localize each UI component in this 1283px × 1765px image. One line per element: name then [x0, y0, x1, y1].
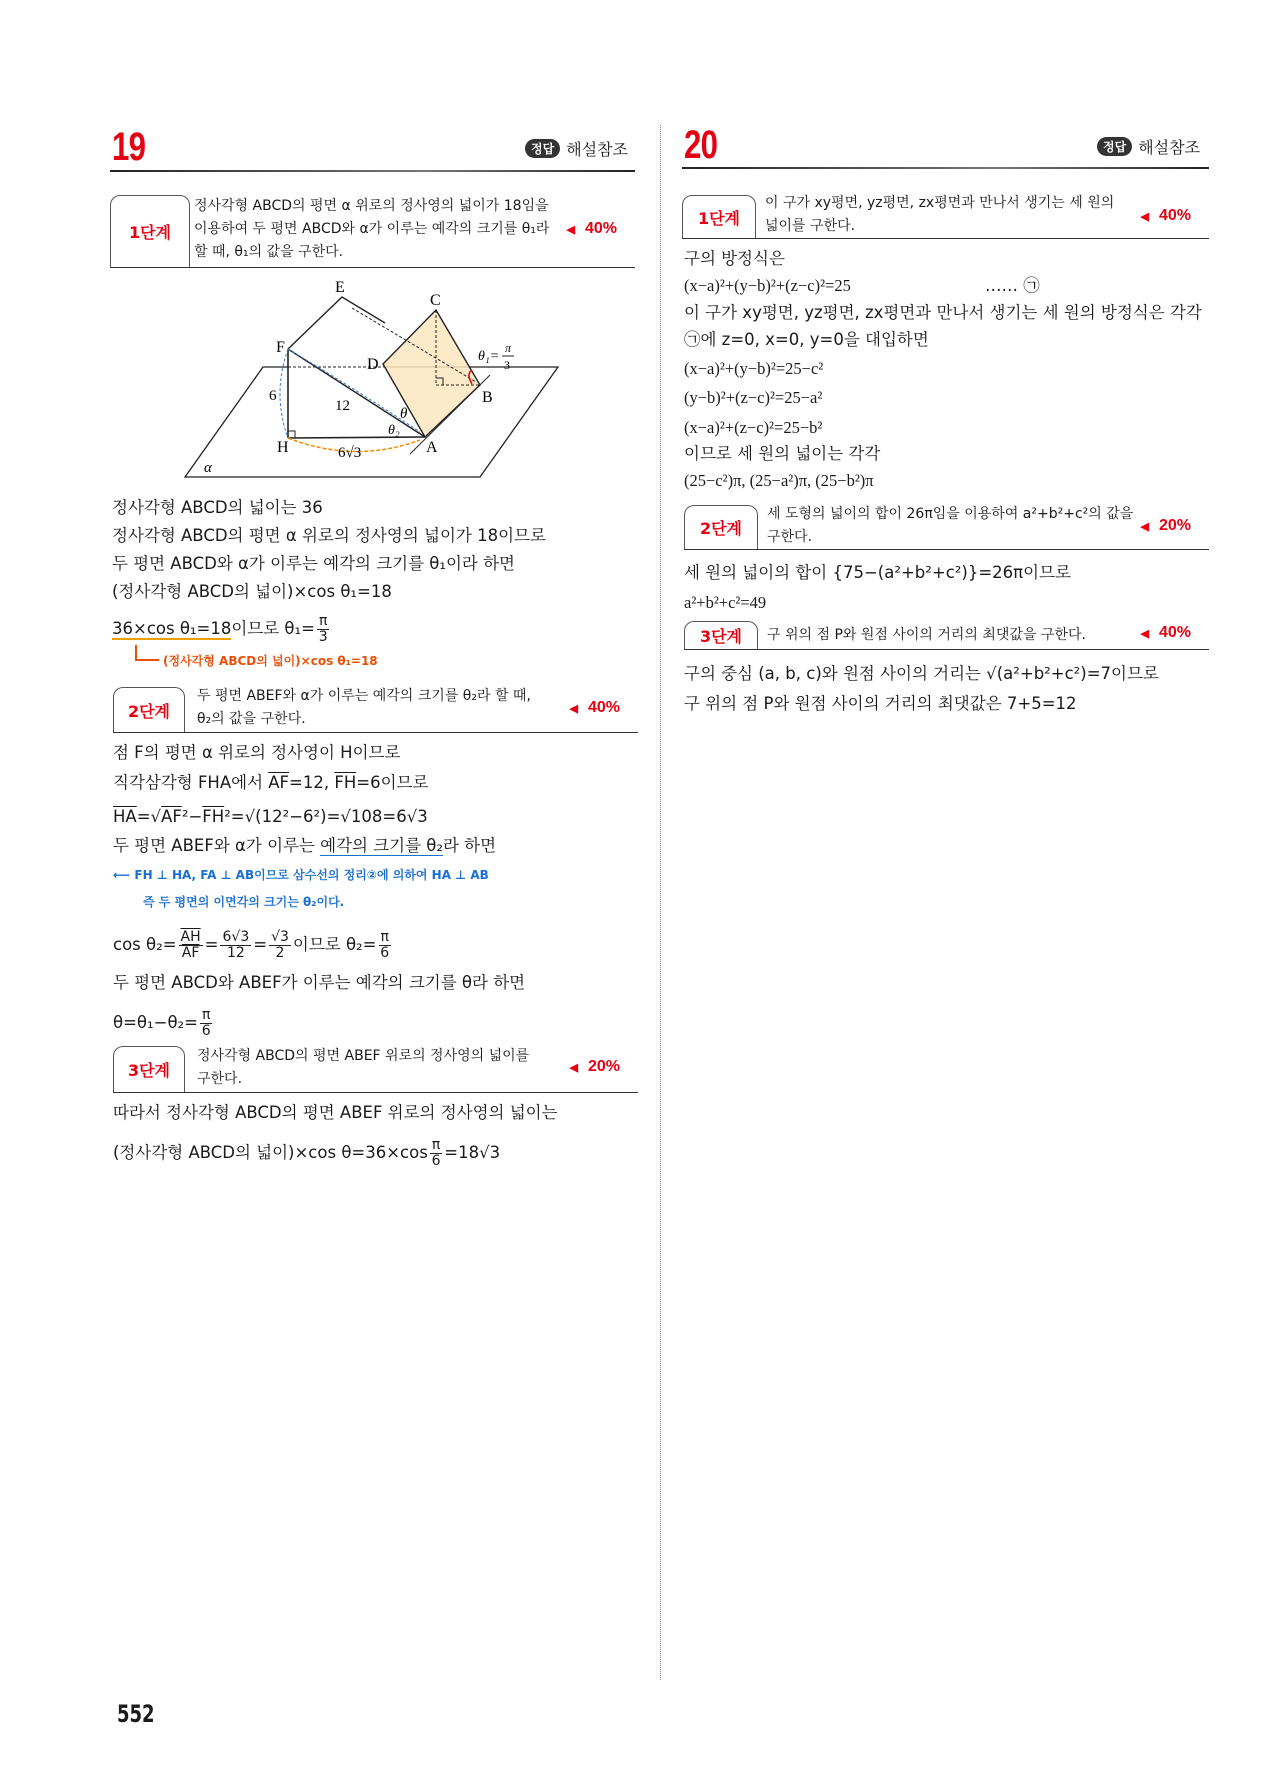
solution-line: (정사각형 ABCD의 넓이)×cos θ=36×cos $\frac{\pi}{6}$ =18√3 — [113, 1137, 501, 1169]
step-percent: ◀ 40% — [1140, 207, 1191, 224]
step-percent: ◀ 40% — [566, 220, 617, 237]
step-1-box — [110, 195, 635, 268]
label-6root3: 6√3 — [338, 445, 362, 461]
step-1-box — [682, 195, 1209, 239]
solution-line: 이 구가 xy평면, yz평면, zx평면과 만나서 생기는 세 원의 방정식은 각각 — [684, 303, 1202, 322]
solution-line: 두 평면 ABCD와 ABEF가 이루는 예각의 크기를 θ라 하면 — [113, 973, 526, 992]
step-desc: 세 도형의 넓이의 합이 26π임을 이용하여 a²+b²+c²의 값을 구한다. — [767, 506, 1134, 545]
triangle-marker-icon: ◀ — [566, 224, 575, 236]
step-percent: ◀ 40% — [569, 699, 620, 716]
step-3-box — [684, 621, 1209, 650]
solution-line: ㉠에 z=0, x=0, y=0을 대입하면 — [684, 330, 929, 349]
geometry-figure — [180, 272, 580, 487]
column-divider — [660, 125, 661, 1680]
label-h: H — [277, 439, 289, 456]
arrow-left-icon: ⟵ — [113, 868, 135, 882]
solution-line: 직각삼각형 FHA에서 $\overline{AF}=12$, $\overline{FH}=6$이므로 — [113, 773, 429, 792]
step-2-box — [113, 687, 638, 733]
equation-marker: …… ㉠ — [985, 276, 1040, 295]
solution-line: 정사각형 ABCD의 넓이는 36 — [112, 498, 323, 517]
solution-line: $\overline{HA}=√AF^2-\overline{FH}^2=√(12^2-6^2)=√108=6√3$ — [113, 807, 428, 826]
solution-line: 따라서 정사각형 ABCD의 평면 ABEF 위로의 정사영의 넓이는 — [113, 1103, 558, 1122]
step-desc: 정사각형 ABCD의 평면 ABEF 위로의 정사영의 넓이를 구한다. — [197, 1048, 530, 1087]
step-label: 2단계 — [113, 687, 185, 732]
step-label: 2단계 — [684, 505, 758, 549]
step-percent: ◀ 40% — [1140, 624, 1191, 641]
label-f: F — [276, 339, 285, 356]
solution-line: 36×cos θ₁=18이므로 θ₁= $\frac{\pi}{3}$ — [112, 613, 328, 645]
label-12: 12 — [335, 398, 350, 414]
header-rule — [110, 170, 635, 172]
label-a: A — [426, 439, 438, 456]
answer-ref-text: 해설참조 — [566, 140, 629, 159]
step-percent: ◀ 20% — [1140, 517, 1191, 534]
label-e: E — [335, 279, 345, 296]
label-6: 6 — [269, 388, 277, 404]
answer-reference: 정답 해설참조 — [1097, 135, 1200, 158]
solution-line: cos θ₂= $\frac{\overline{AH}}{AF}$ = $\frac{6√3}{12}$ = $\frac{√3}{2}$ 이므로 θ₂= $\frac{\pi}{6}$ — [113, 929, 390, 961]
solution-line: (x−a)²+(y−b)²=25−c² — [684, 359, 824, 378]
plane-alpha — [185, 367, 558, 477]
step-desc: 구 위의 점 P와 원점 사이의 거리의 최댓값을 구한다. — [767, 627, 1086, 643]
solution-line: 점 F의 평면 α 위로의 정사영이 H이므로 — [113, 743, 401, 762]
step-2-box — [684, 505, 1209, 550]
solution-line: 두 평면 ABCD와 α가 이루는 예각의 크기를 θ₁이라 하면 — [112, 554, 515, 573]
label-theta1: θ₁= — [478, 349, 500, 364]
note-arrow-icon — [135, 645, 159, 661]
solution-line: (y−b)²+(z−c)²=25−a² — [684, 388, 823, 407]
step-percent: ◀ 20% — [569, 1058, 620, 1075]
solution-line: (x−a)²+(z−c)²=25−b² — [684, 418, 823, 437]
header-rule — [682, 167, 1209, 169]
solution-line: (25−c²)π, (25−a²)π, (25−b²)π — [684, 471, 874, 490]
solution-line: 이므로 세 원의 넓이는 각각 — [684, 444, 881, 463]
solution-line: 세 원의 넓이의 합이 {75−(a²+b²+c²)}=26π이므로 — [684, 563, 1071, 582]
svg-text:3: 3 — [504, 358, 510, 372]
solution-line: 두 평면 ABEF와 α가 이루는 예각의 크기를 θ₂라 하면 — [113, 836, 497, 855]
step-label: 1단계 — [110, 195, 190, 267]
step-desc: 정사각형 ABCD의 평면 α 위로의 정사영의 넓이가 18임을 이용하여 두 평면 ABCD와 α가 이루는 예각의 크기를 θ₁라 할 때, θ₁의 값을 구한다. — [194, 198, 550, 260]
question-number-19: 19 — [112, 125, 146, 169]
step-label: 3단계 — [684, 621, 758, 649]
note-annotation: 즉 두 평면의 이면각의 크기는 θ₂이다. — [143, 895, 345, 909]
label-theta: θ — [400, 406, 408, 422]
question-number-20: 20 — [684, 123, 718, 167]
solution-line: 정사각형 ABCD의 평면 α 위로의 정사영의 넓이가 18이므로 — [112, 526, 546, 545]
label-b: B — [482, 389, 493, 406]
plane-abef-edge — [288, 297, 385, 349]
solution-line: θ=θ₁−θ₂= $\frac{\pi}{6}$ — [113, 1007, 211, 1039]
solution-line: 구의 중심 (a, b, c)와 원점 사이의 거리는 √(a²+b²+c²)=7이므로 — [684, 664, 1159, 683]
solution-line: a²+b²+c²=49 — [684, 593, 767, 612]
label-d: D — [367, 356, 379, 373]
solution-line: (정사각형 ABCD의 넓이)×cos θ₁=18 — [112, 582, 392, 601]
svg-text:π: π — [505, 341, 512, 355]
solution-line: (x−a)²+(y−b)²+(z−c)²=25 — [684, 276, 851, 295]
step-3-box — [113, 1046, 638, 1093]
solution-line: 구의 방정식은 — [684, 249, 785, 268]
label-alpha: α — [204, 460, 212, 476]
step-label: 1단계 — [682, 195, 756, 238]
answer-reference — [525, 137, 628, 160]
label-theta2: θ₂ — [388, 423, 400, 438]
note-annotation: ⟵ FH ⊥ HA, FA ⊥ AB이므로 삼수선의 정리②에 의하여 HA ⊥ AB — [113, 868, 489, 882]
answer-badge: 정답 — [525, 139, 560, 158]
note-annotation: (정사각형 ABCD의 넓이)×cos θ₁=18 — [163, 654, 378, 668]
square-abcd — [383, 310, 480, 437]
solution-line: 구 위의 점 P와 원점 사이의 거리의 최댓값은 7+5=12 — [684, 694, 1077, 713]
step-desc: 두 평면 ABEF와 α가 이루는 예각의 크기를 θ₂라 할 때, θ₂의 값을 구한다. — [197, 688, 531, 727]
step-desc: 이 구가 xy평면, yz평면, zx평면과 만나서 생기는 세 원의 넓이를 구한다. — [765, 195, 1115, 234]
label-c: C — [430, 292, 441, 309]
step-label: 3단계 — [113, 1046, 185, 1092]
page-number: 552 — [117, 1700, 155, 1728]
